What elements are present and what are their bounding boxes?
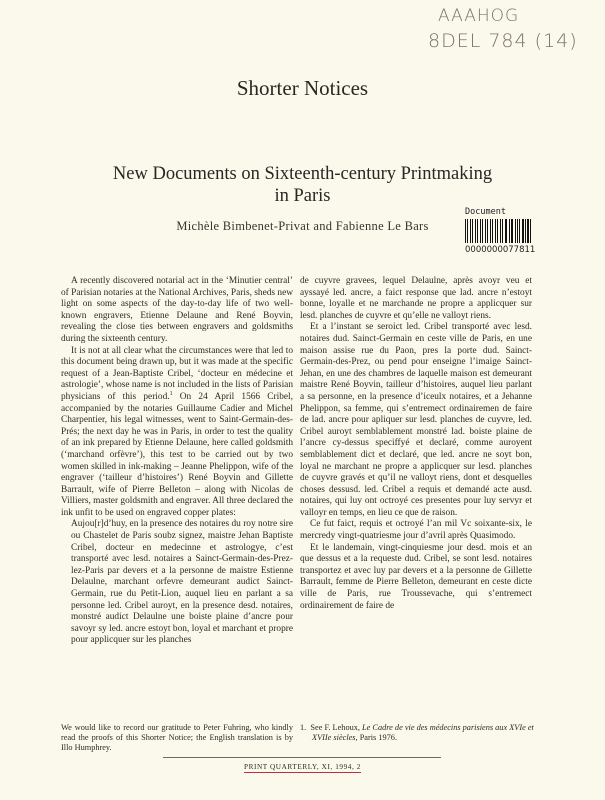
barcode-bar [527,219,529,243]
barcode-bar [500,219,501,243]
barcode-bar [465,219,466,243]
footnote-marker: 1 [169,390,173,397]
barcode-number: 0000000077811 [465,245,536,255]
footnote-number: 1. [300,723,307,732]
barcode-bar [492,219,493,243]
quotation-paragraph-4: Et le landemain, vingt-cinquiesme jour desd. mois et an que dessus et a la requeste dud. Cribel, se sont lesd. notaires transportez et avec luy par devers et a la personne de Gillette Barrault, femme de Pierre Belleton, demeurant en ceste dicte ville de Paris, rue Troussevache, qui s’entremect ordinairement de faire de [300,542,532,611]
article-authors: Michèle Bimbenet-Privat and Fabienne Le Bars [176,219,429,233]
journal-footer [0,763,605,771]
barcode-bar [487,219,488,243]
barcode-bar [470,219,471,243]
journal-citation: PRINT QUARTERLY, XI, 1994, 2 [243,763,361,771]
barcode-bar [519,219,520,243]
article-title-line-1: New Documents on Sixteenth-century Printmaking [112,164,493,184]
barcode-bar [517,219,518,243]
paragraph-circumstances [61,346,293,520]
footnote-1 [300,723,544,743]
acknowledgement-note: We would like to record our gratitude to Peter Fuhring, who kindly read the proofs of this Shorter Notice; the English translation is by Illo Humphrey. [61,723,293,752]
paragraph-circumstances-text-cont: On 24 April 1566 Cribel, accompanied by the notaries Guillaume Cadier and Michel Charpentier, his legal witnesses, went to Saint-Germain-des-Prés; the next day he was in Paris, in order to test the quality of an ink prepared by Etienne Delaune, here called goldsmith (‘marchand orfèvre’), this test to be carried out by two women skilled in ink-making – Jeanne Phelippon, wife of the engraver (‘tailleur d’histoires’) René Boyvin and Gillette Barrault, wife of Pierre Belleton – along with Nicolas de Villiers, master goldsmith and engraver. All three declared the ink unfit to be used on engraved copper plates: [61,391,293,518]
barcode-bar [485,219,486,243]
barcode-bar [530,219,531,243]
barcode-bar [495,219,496,243]
right-column [300,276,532,612]
barcode-bar [522,219,524,243]
quotation-continued: de cuyvre gravees, lequel Delaulne, après avoyr veu et ayssayé led. ancre, a faict response que lad. ancre n’estoyt bonne, loyalle et ne marchande ne propre a applicquer sur lesd. planches de cuyvre et qu’elle ne valloyt riens. [300,276,532,321]
barcode-bar [502,219,503,243]
quotation-start: Aujou[r]d’huy, en la presence des notaires du roy notre sire ou Chastelet de Paris soubz signez, maistre Jehan Baptiste Cribel, docteur en medecinne et astrologye, c’est transporté avec lesd. notaires a Sainct-Germain-des-Prez-lez-Paris par devers et a la personne de maistre Estienne Delaulne, marchant orfevre demeurant audict Sainct-Germain, rue du Petit-Lion, auquel lieu en parlant a sa personne led. Cribel auroyt, en la presence desd. notaires, monstré audict Delaulne une boiste plaine d’ancre pour savoyr sy led. ancre estoyt bon, loyal et marchant et propre pour applicquer sur les planches [71,519,294,646]
article-title [0,163,605,207]
barcode-bar [472,219,473,243]
barcode-bar [509,219,510,243]
barcode-bar [482,219,483,243]
footer-rule [163,757,441,758]
paragraph-intro: A recently discovered notarial act in the ‘Minutier central’ of Parisian notaries at the National Archives, Paris, sheds new light on some aspects of the day-to-day life of two well-known engravers, Etienne Delaune and René Boyvin, revealing the close ties between engravers and goldsmiths during the sixteenth century. [61,276,293,344]
barcode-bar [480,219,481,243]
handwritten-shelfmark-2: 8DEL 784 (14) [428,30,578,52]
barcode-bar [477,219,478,243]
barcode-bars [465,219,580,243]
barcode-bar [490,219,491,243]
handwritten-shelfmark-1: AAAHOG [438,6,520,26]
barcode-label: Document [465,207,506,217]
barcode-bar [511,219,513,243]
article-title-line-2: in Paris [274,186,331,206]
barcode-bar [525,219,526,243]
barcode-bar [467,219,468,243]
quotation-paragraph-3: Ce fut faict, requis et octroyé l’an mil Vc soixante-six, le mercredy vingt-quatriesme jour d’avril après Quasimodo. [300,519,532,542]
barcode-bar [497,219,498,243]
footnote-suffix: , Paris 1976. [355,733,398,742]
footnote-title: Le Cadre de vie des médecins parisiens aux XVIe et XVIIe siècles [312,723,534,742]
barcode-bar [515,219,516,243]
quotation-paragraph-2: Et a l’instant se seroict led. Cribel transporté avec lesd. notaires dud. Sainct-Germain en ceste ville de Paris, en une maison assise rue du Paon, pres la porte dud. Sainct-Germain-des-Prez, ou pend pour enseigne l’imaige Sainct-Jehan, en une des chambres de laquelle maison est demeurant maistre René Boyvin, tailleur d’histoires, auquel lieu parlant a sa personne, en la presence d’iceulx notaires, et a Jehanne Phelippon, sa femme, qui s’entremect ordinairemen de faire de lad. ancre pour apliquer sur lesd. planches de cuyvre, led. Cribel auroyt semblablement monstré lad. boiste plaine de l’ancre cy-dessus speciffyé et declaré, comme auroyent semblablement dict et declaré, que led. ancre ne soyt bon, loyal ne marchant ne propre a applicquer sur lesd. planches de cuyvre gravés et qu’il ne valloyt riens, dont et desquelles choses dessusd. led. Cribel a requis et demandé acte ausd. notaires, qui luy ont octroyé ces presentes pour luy servyr et valloyr en temps, en lieu ce que de raison. [300,322,532,518]
section-title: Shorter Notices [236,76,369,100]
footnote-prefix: See F. Lehoux, [310,723,360,732]
barcode-bar [475,219,476,243]
barcode-bar [505,219,507,243]
left-column [61,276,293,647]
paragraph-circumstances-text: It is not at all clear what the circumstances were that led to this document being drawn up, but it was made at the specific request of a Jean-Baptiste Cribel, ‘docteur en médecine et astrologie’, whose name is not included in the lists of Parisian physicians of this period. [61,345,293,402]
barcode-sticker [465,207,580,255]
